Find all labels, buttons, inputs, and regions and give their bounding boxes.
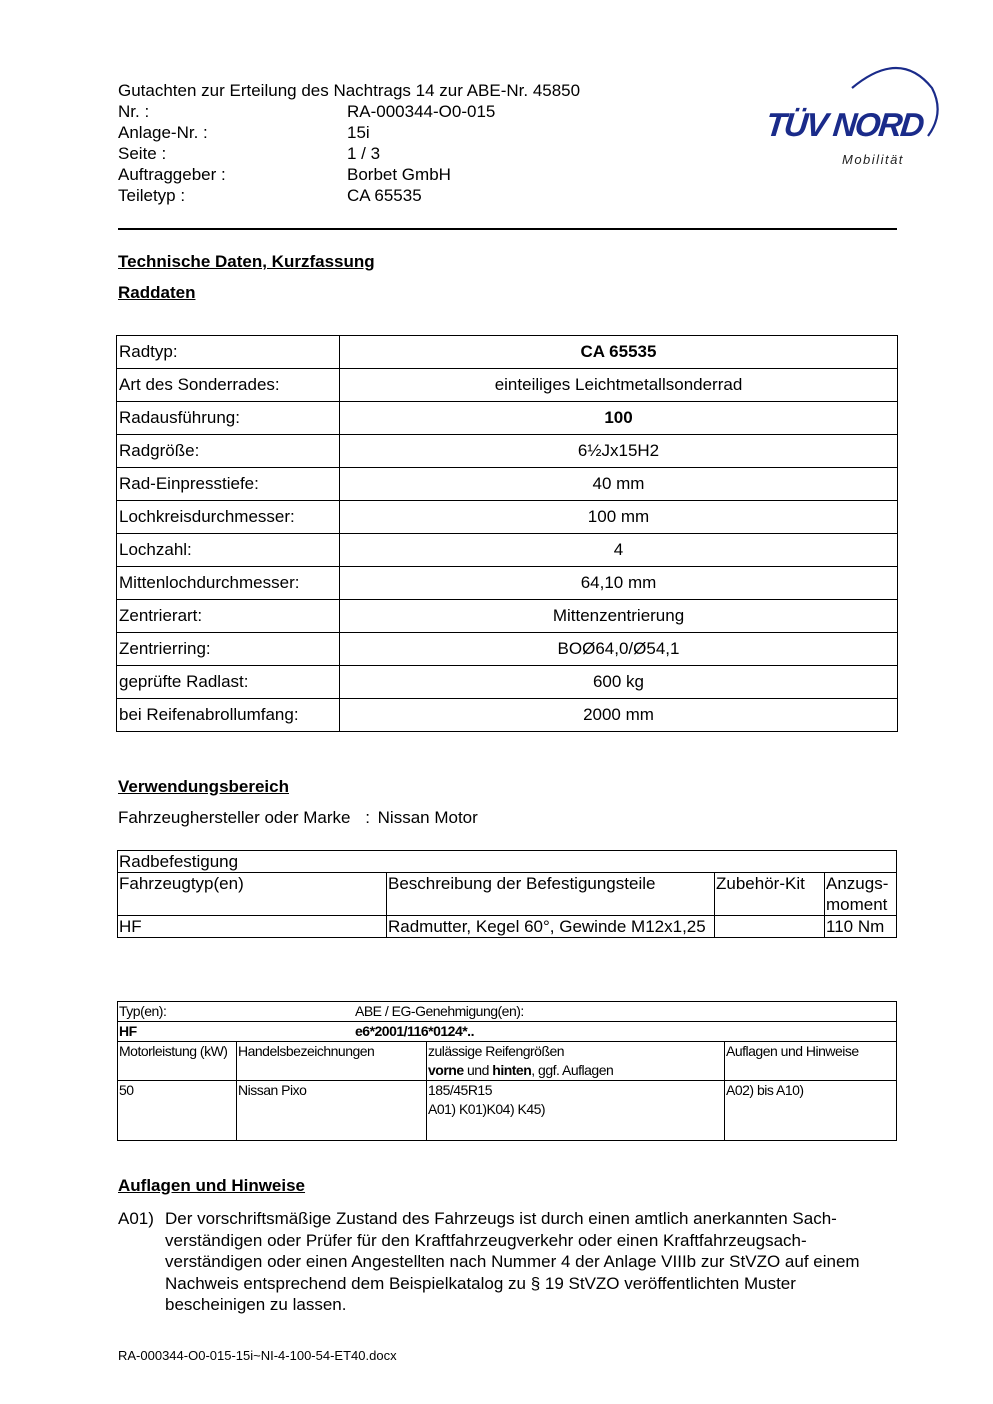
heading-technische-daten: Technische Daten, Kurzfassung bbox=[118, 252, 375, 271]
heading-auflagen: Auflagen und Hinweise bbox=[118, 1176, 306, 1195]
header-row-seite: Seite : 1 / 3 bbox=[118, 144, 381, 163]
document-header bbox=[118, 80, 580, 206]
radbefestigung-title: Radbefestigung bbox=[118, 851, 897, 873]
tuv-nord-logo bbox=[760, 58, 940, 173]
logo-wordmark: TÜV NORD bbox=[764, 106, 925, 143]
hersteller-label: Fahrzeughersteller oder Marke bbox=[118, 808, 351, 827]
header-row-nr: Nr. : RA-000344-O0-015 bbox=[118, 102, 496, 121]
table-row: Radgröße: 6½Jx15H2 bbox=[117, 435, 898, 468]
table-row: HF Radmutter, Kegel 60°, Gewinde M12x1,25 110 Nm bbox=[118, 916, 897, 938]
radbefestigung-table bbox=[117, 850, 897, 938]
table-row: Zentrierart: Mittenzentrierung bbox=[117, 600, 898, 633]
header-row-auftraggeber: Auftraggeber : Borbet GmbH bbox=[118, 165, 451, 184]
table-row bbox=[118, 851, 897, 873]
header-row-anlage: Anlage-Nr. : 15i bbox=[118, 123, 370, 142]
table-row: bei Reifenabrollumfang: 2000 mm bbox=[117, 699, 898, 732]
table-row: Radausführung: 100 bbox=[117, 402, 898, 435]
heading-verwendungsbereich: Verwendungsbereich bbox=[118, 777, 289, 796]
hersteller-line bbox=[118, 808, 478, 828]
table-row: 50 Nissan Pixo 185/45R15 A01) K01)K04) K45) A02) bis A10) bbox=[118, 1081, 897, 1141]
heading-raddaten: Raddaten bbox=[118, 283, 196, 302]
hersteller-sep: : bbox=[365, 808, 370, 827]
header-row-teiletyp: Teiletyp : CA 65535 bbox=[118, 186, 422, 205]
note-a01 bbox=[118, 1208, 898, 1316]
header-divider bbox=[118, 228, 897, 230]
table-row: Lochkreisdurchmesser: 100 mm bbox=[117, 501, 898, 534]
hersteller-value: Nissan Motor bbox=[377, 808, 478, 827]
note-text: Der vorschriftsmäßige Zustand des Fahrzeugs ist durch einen amtlich anerkannten Sach-verständigen oder Prüfer für den Kraftfahrzeugverkehr oder einen Kraftfahrzeugsach-verständigen oder einen Angestellten nach Nummer 4 der Anlage VIIIb zur StVZO auf einem Nachweis entsprechend dem Beispielkatalog zu § 19 StVZO veröffentlichten Muster bescheinigen zu lassen. bbox=[165, 1209, 860, 1314]
logo-subtitle: Mobilität bbox=[842, 152, 904, 167]
table-row: Fahrzeugtyp(en) Beschreibung der Befestigungsteile Zubehör-Kit Anzugs-moment bbox=[118, 873, 897, 916]
typen-table bbox=[117, 1001, 897, 1141]
table-row: Mittenlochdurchmesser: 64,10 mm bbox=[117, 567, 898, 600]
footer-filename: RA-000344-O0-015-15i~NI-4-100-54-ET40.docx bbox=[118, 1348, 397, 1363]
table-row: Motorleistung (kW) Handelsbezeichnungen zulässige Reifengrößen vorne und hinten, ggf. Auflagen Auflagen und Hinweise bbox=[118, 1042, 897, 1081]
note-label: A01) bbox=[118, 1209, 154, 1228]
table-row: Art des Sonderrades: einteiliges Leichtmetallsonderrad bbox=[117, 369, 898, 402]
table-row: Radtyp: CA 65535 bbox=[117, 336, 898, 369]
table-row: Lochzahl: 4 bbox=[117, 534, 898, 567]
table-row: geprüfte Radlast: 600 kg bbox=[117, 666, 898, 699]
table-row: Typ(en): ABE / EG-Genehmigung(en): bbox=[118, 1002, 897, 1022]
report-title: Gutachten zur Erteilung des Nachtrags 14 zur ABE-Nr. 45850 bbox=[118, 81, 581, 100]
table-row: Rad-Einpresstiefe: 40 mm bbox=[117, 468, 898, 501]
table-row: Zentrierring: BOØ64,0/Ø54,1 bbox=[117, 633, 898, 666]
raddaten-table bbox=[116, 335, 898, 732]
table-row: HF e6*2001/116*0124*.. bbox=[118, 1022, 897, 1042]
